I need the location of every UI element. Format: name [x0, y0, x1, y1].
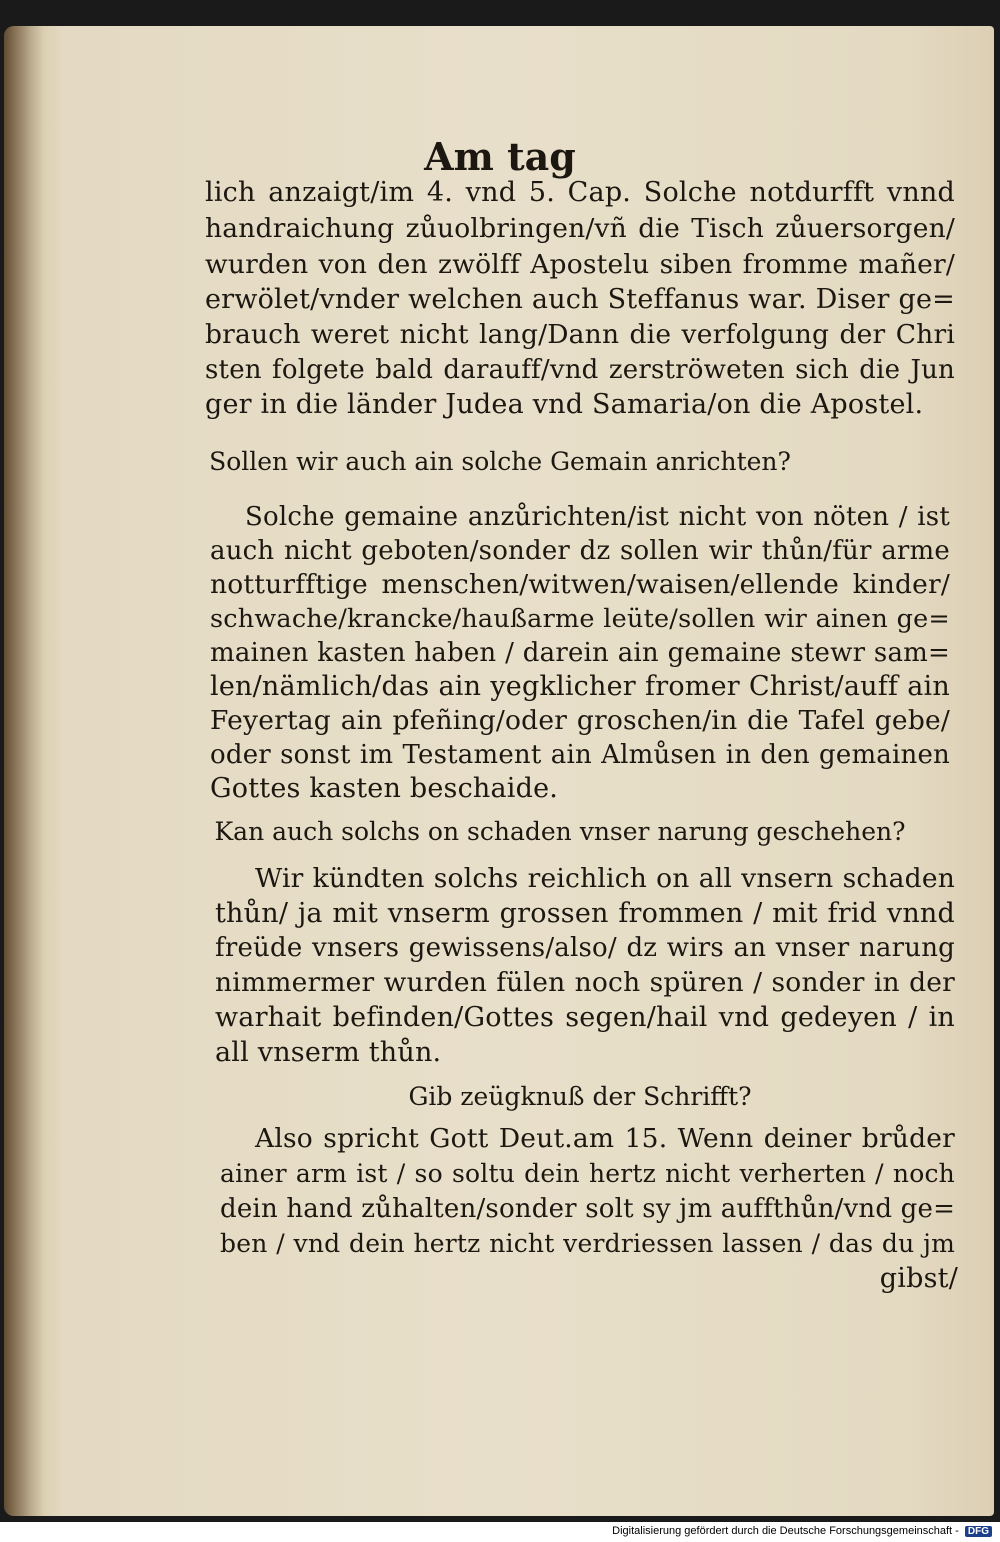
text-line: len/nämlich/das ain yegklicher fromer Christ/auff ain [210, 671, 950, 702]
text-line: wurden von den zwölff Apostelu siben fromme mañer/ [205, 249, 955, 280]
question-heading: Gib zeügknuß der Schrifft? [408, 1082, 752, 1111]
credit-text: Digitalisierung gefördert durch die Deutsche Forschungsgemeinschaft - [612, 1525, 959, 1537]
text-line: auch nicht geboten/sonder dz sollen wir thůn/für arme [210, 536, 950, 566]
text-line: Wir kündten solchs reichlich on all vnsern schaden [255, 863, 955, 894]
catchword: gibst/ [879, 1263, 958, 1294]
text-line: freüde vnsers gewissens/also/ dz wirs an vnser narung [215, 933, 955, 963]
text-line: handraichung zůuolbringen/vñ die Tisch zůuersorgen/ [205, 213, 955, 244]
text-line: dein hand zůhalten/sonder solt sy jm auffthůn/vnd ge= [220, 1194, 956, 1224]
text-line: oder sonst im Testament ain Almůsen in den gemainen [210, 740, 950, 770]
text-line: ben / vnd dein hertz nicht verdriessen lassen / das du jm [220, 1229, 955, 1258]
text-line: lich anzaigt/im 4. vnd 5. Cap. Solche notdurfft vnnd [205, 177, 955, 208]
text-line: brauch weret nicht lang/Dann die verfolgung der Chri [205, 319, 955, 350]
text-line: Gottes kasten beschaide. [210, 773, 559, 804]
text-line: all vnserm thůn. [215, 1037, 442, 1068]
text-line: notturfftige menschen/witwen/waisen/ellende kinder/ [210, 569, 950, 600]
text-line: ger in die länder Judea vnd Samaria/on die Apostel. [205, 389, 924, 420]
text-line: Feyertag ain pfeñing/oder groschen/in die Tafel gebe/ [210, 705, 950, 736]
digitization-credit [612, 1525, 992, 1537]
text-line: ainer arm ist / so soltu dein hertz nicht verherten / noch [220, 1159, 955, 1188]
question-heading: Sollen wir auch ain solche Gemain anrichten? [209, 447, 791, 476]
running-head: Am tag [424, 134, 576, 179]
text-line: sten folgete bald darauff/vnd zerströweten sich die Jun [205, 355, 955, 385]
text-line: Solche gemaine anzůrichten/ist nicht von nöten / ist [245, 502, 950, 532]
text-line: erwölet/vnder welchen auch Steffanus war. Diser ge= [205, 284, 955, 315]
text-line: Also spricht Gott Deut.am 15. Wenn deiner brůder [255, 1123, 955, 1154]
text-line: thůn/ ja mit vnserm grossen frommen / mit frid vnnd [215, 898, 955, 929]
question-heading: Kan auch solchs on schaden vnser narung geschehen? [214, 817, 906, 846]
text-line: warhait befinden/Gottes segen/hail vnd gedeyen / in [215, 1002, 955, 1033]
text-line: schwache/krancke/haußarme leüte/sollen wir ainen ge= [210, 604, 950, 634]
dfg-logo: DFG [965, 1526, 992, 1537]
text-line: mainen kasten haben / darein ain gemaine stewr sam= [210, 638, 950, 668]
text-line: nimmermer wurden fülen noch spüren / sonder in der [215, 967, 955, 998]
